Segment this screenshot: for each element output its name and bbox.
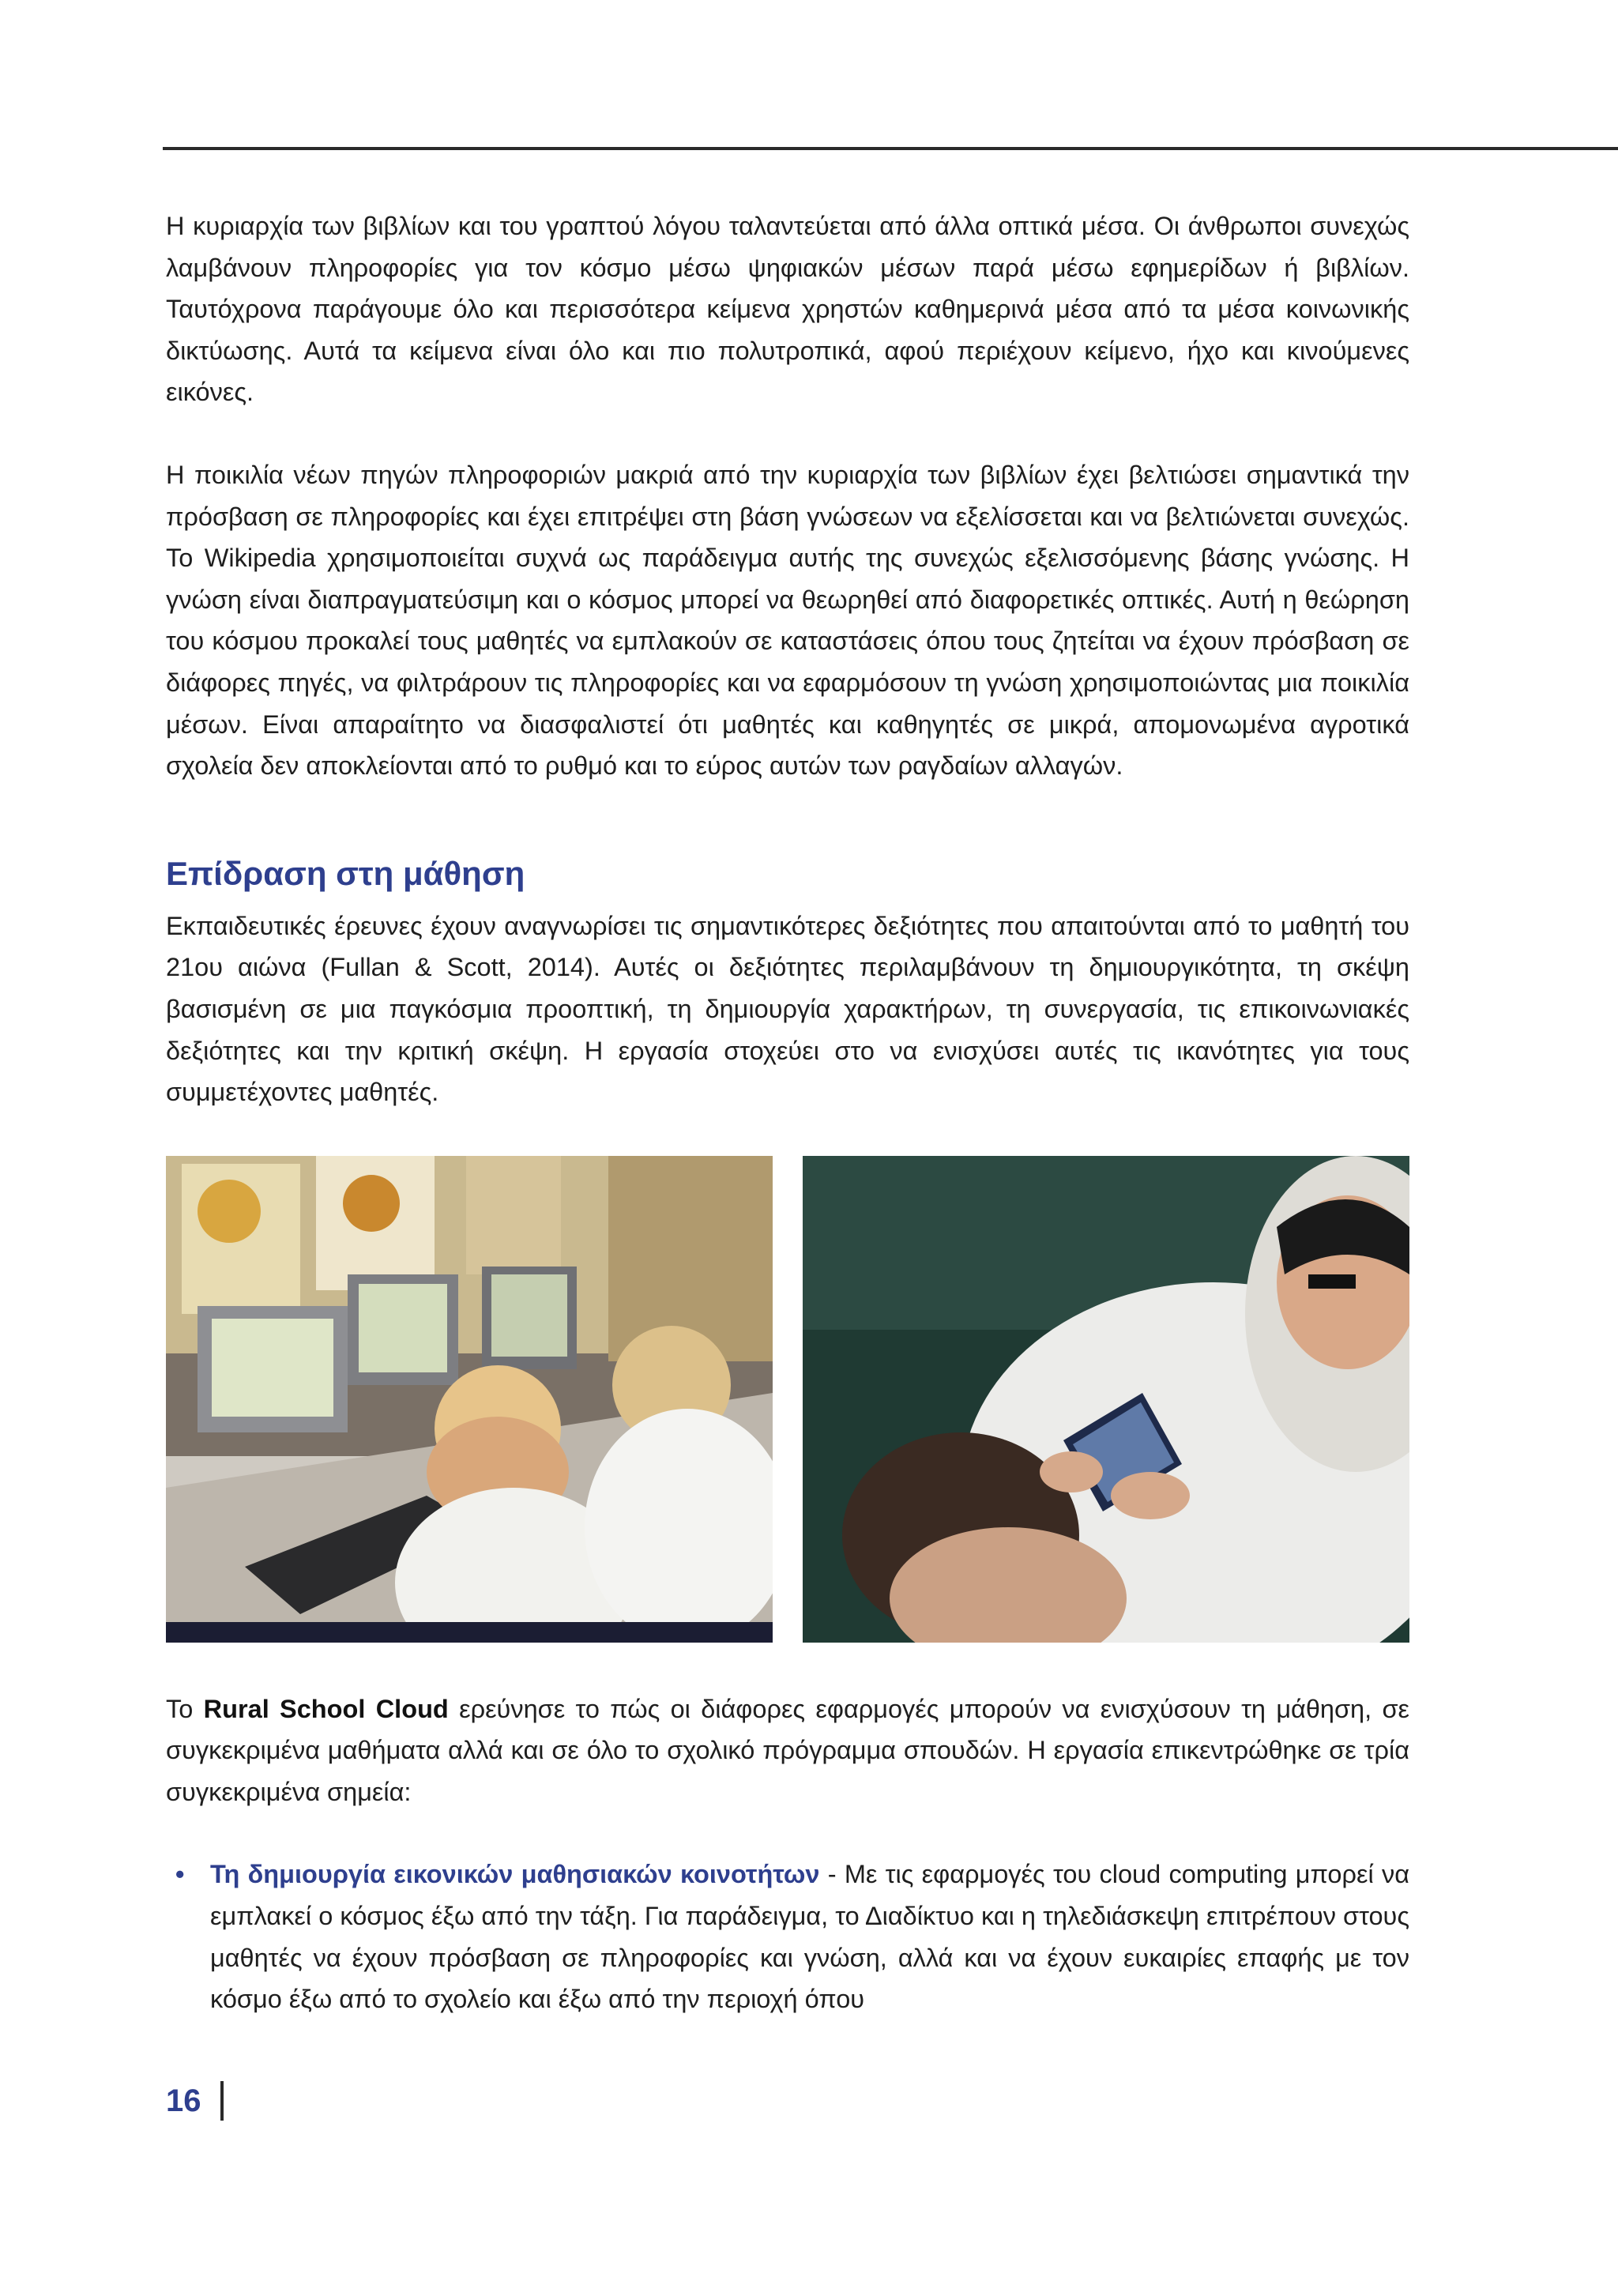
paragraph-1: Η κυριαρχία των βιβλίων και του γραπτού λόγου ταλαντεύεται από άλλα οπτικά μέσα. Οι άνθρωποι συνεχώς λαμβάνουν πληροφορίες για τον κόσμο μέσω ψηφιακών μέσων παρά μέσω εφημερίδων ή βιβλίων. Ταυτόχρονα παράγουμε όλο και περισσότερα κείμενα χρηστών καθημερινά μέσα από τα μέσα κοινωνικής δικτύωσης. Αυτά τα κείμενα είναι όλο και πιο πολυτροπικά, αφού περιέχουν κείμενο, ήχο και κινούμενες εικόνες. (166, 212, 1409, 407)
photo-row (166, 1156, 1409, 1643)
project-name: Rural School Cloud (203, 1694, 449, 1723)
paragraph-4-rest: ερεύνησε το πώς οι διάφορες εφαρμογές μπορούν να ενισχύσουν τη μάθηση, σε συγκεκριμένα μαθήματα αλλά και σε όλο το σχολικό πρόγραμμα σπουδών. Η εργασία επικεντρώθηκε σε τρία συγκεκριμένα σημεία: (166, 1694, 1410, 1806)
bullet-term: Τη δημιουργία εικονικών μαθησιακών κοινοτήτων (210, 1860, 820, 1889)
page-number-label: 16 (166, 2083, 201, 2118)
paragraph-4-lead: Το (166, 1694, 204, 1723)
header-rule (163, 147, 1618, 150)
paragraph-4 (166, 1688, 1409, 1813)
page-number (166, 2081, 224, 2121)
paragraph-3: Εκπαιδευτικές έρευνες έχουν αναγνωρίσει τις σημαντικότερες δεξιότητες που απαιτούνται από το μαθητή του 21ου αιώνα (Fullan & Scott, 2014). Αυτές οι δεξιότητες περιλαμβάνουν τη δημιουργικότητα, τη σκέψη βασισμένη σε μια παγκόσμια προοπτική, τη δημιουργία χαρακτήρων, τη συνεργασία, τις επικοινωνιακές δεξιότητες και την κριτική σκέψη. Η εργασία στοχεύει στο να ενισχύσει αυτές τις ικανότητες για τους συμμετέχοντες μαθητές. (166, 911, 1409, 1107)
photo-children-at-computers (166, 1156, 773, 1643)
paragraph-2: Η ποικιλία νέων πηγών πληροφοριών μακριά από την κυριαρχία των βιβλίων έχει βελτιώσει σημαντικά την πρόσβαση σε πληροφορίες και έχει επιτρέψει στη βάση γνώσεων να εξελίσσεται και να βελτιώνεται συνεχώς. Το Wikipedia χρησιμοποιείται συχνά ως παράδειγμα αυτής της συνεχώς εξελισσόμενης βάσης γνώσης. Η γνώση είναι διαπραγματεύσιμη και ο κόσμος μπορεί να θεωρηθεί από διαφορετικές οπτικές. Αυτή η θεώρηση του κόσμου προκαλεί τους μαθητές να εμπλακούν σε καταστάσεις όπου τους ζητείται να έχουν πρόσβαση σε διάφορες πηγές, να φιλτράρουν τις πληροφορίες και να εφαρμόσουν τη γνώση χρησιμοποιώντας μια ποικιλία μέσων. Είναι απαραίτητο να διασφαλιστεί ότι μαθητές και καθηγητές σε μικρά, απομονωμένα αγροτικά σχολεία δεν αποκλείονται από το ρυθμό και το εύρος αυτών των ραγδαίων αλλαγών. (166, 460, 1409, 781)
photo-children-with-tablet (803, 1156, 1409, 1643)
page-content (166, 205, 1409, 2020)
bullet-list (166, 1854, 1409, 2019)
section-heading: Επίδραση στη μάθηση (166, 854, 525, 892)
bullet-marker: • (175, 1860, 185, 1889)
bullet-text: - Με τις εφαρμογές του cloud computing μπορεί να εμπλακεί ο κόσμος έξω από την τάξη. Για παράδειγμα, το Διαδίκτυο και η τηλεδιάσκεψη επιτρέπουν στους μαθητές να έχουν πρόσβαση σε πληροφορίες και γνώση, αλλά και να έχουν ευκαιρίες επαφής με τον κόσμο έξω από το σχολείο και έξω από την περιοχή όπου (210, 1860, 1409, 2014)
page-number-divider (220, 2081, 224, 2121)
list-item (166, 1854, 1409, 2019)
